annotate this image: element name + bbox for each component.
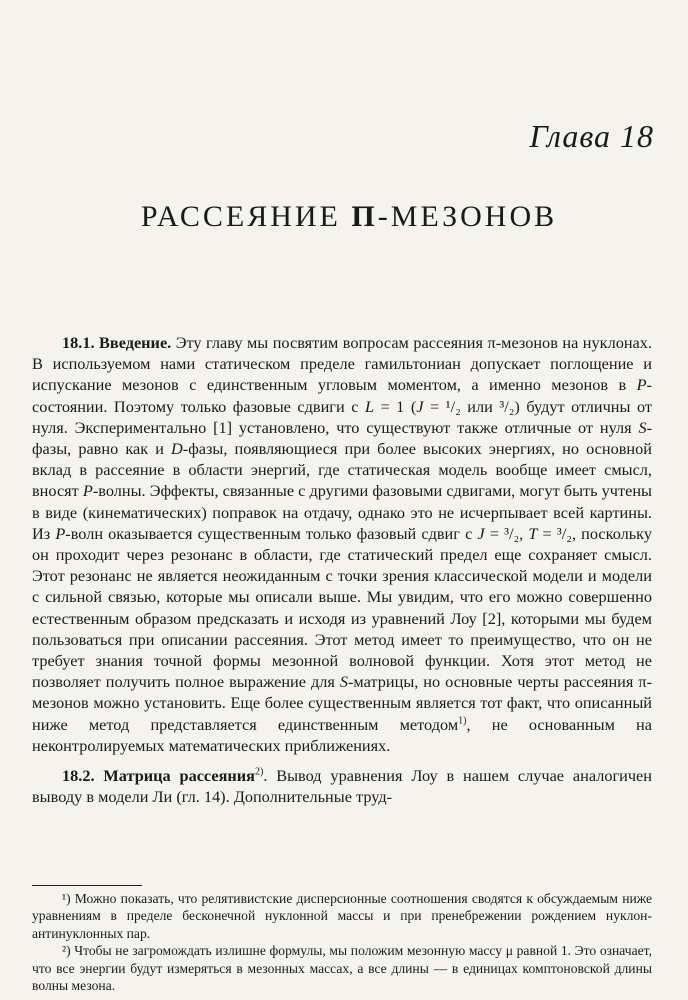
section-matrix-paragraph	[32, 765, 652, 807]
text-run: -волны. Эффекты, связанные с другими фазовыми сдвигами, могут быть учтены в виде (кинематических) поправок на отдачу, однако это не исчерпывает всей картины. Из	[32, 481, 652, 543]
section-2-heading: 18.2. Матрица рассеяния	[62, 766, 255, 786]
footnotes	[32, 890, 652, 994]
footnote-ref-2: 2)	[254, 766, 264, 778]
body-text	[32, 332, 652, 807]
section-1-heading: 18.1. Введение.	[62, 333, 172, 352]
math-symbol: P	[636, 375, 647, 395]
chapter-label: Глава 18	[529, 118, 654, 154]
text-run: = ¹/₂ или ³/₂) будут отличны от нуля. Экспериментально [1] установлено, что существуют также отличные от нуля	[32, 396, 653, 437]
text-run: -матрицы, но основные черты рассеяния π-мезонов можно установить. Еще более существенным является тот факт, что описанный ниже метод представляется единственным методом	[32, 672, 652, 734]
math-symbol: S	[339, 672, 349, 692]
text-run: . Вывод уравнения Лоу в нашем случае аналогичен выводу в модели Ли (гл. 14). Дополнительные труд-	[32, 766, 652, 807]
footnote-ref-1: 1)	[458, 715, 467, 727]
math-symbol: P	[82, 481, 93, 501]
math-symbol: J	[416, 396, 424, 416]
math-symbol: P	[55, 523, 66, 543]
text-run: = ³/₂,	[484, 523, 529, 543]
text-run: = ³/₂, поскольку он проходит через резонанс в области, где статический предел еще сохраняет смысл. Этот резонанс не является неожиданным с точки зрения классической модели и модели с сильной связью, которые мы описали выше. Мы увидим, что его можно совершенно естественным образом предсказать и исходя из уравнений Лоу [2], которыми мы будем пользоваться при описании рассеяния. Этот метод имеет то преимущество, что он не требует знания точной формы мезонной волновой функции. Хотя этот метод не позволяет получить полное выражение для	[32, 523, 653, 692]
math-symbol: S	[638, 417, 647, 437]
math-symbol: D	[171, 439, 183, 459]
footnote-1: ¹) Можно показать, что релятивистские дисперсионные соотношения сводятся к обсуждаемым ниже уравнениям в пределе бесконечной нуклонной массы и при пренебрежении рождением нуклон-антинуклонных пар.	[32, 891, 652, 941]
chapter-title	[0, 200, 688, 234]
math-symbol: J	[477, 523, 485, 543]
text-run: = 1 (	[374, 396, 417, 416]
math-symbol: T	[528, 523, 538, 543]
footnote-2: ²) Чтобы не загромождать излишне формулы, мы положим мезонную массу μ равной 1. Это означает, что все энергии будут измеряться в мезонных массах, а все длины — в единицах комптоновской длины волны мезона.	[32, 943, 652, 994]
text-run: -волн оказывается существенным только фазовый сдвиг с	[65, 523, 478, 543]
text-run: -состоянии. Поэтому только фазовые сдвиги с	[32, 375, 652, 416]
chapter-title-prefix: РАССЕЯНИЕ	[140, 200, 352, 233]
chapter-title-suffix: -МЕЗОНОВ	[377, 200, 558, 233]
math-symbol: L	[364, 396, 374, 416]
text-run: Эту главу мы посвятим вопросам рассеяния π-мезонов на нуклонах. В используемом нами статическом пределе гамильтониан допускает поглощение и испускание мезонов с единственным угловым моментом, а именно мезонов в	[32, 333, 652, 395]
text-run: , не основанным на неконтролируемых математических приближениях.	[32, 714, 653, 755]
footnote-divider	[32, 885, 142, 886]
text-run: -фазы, появляющиеся при более высоких энергиях, но основной вклад в рассеяние в области энергий, где статическая модель вообще имеет смысл, вносят	[32, 439, 652, 501]
section-intro-paragraph	[32, 332, 652, 756]
text-run: -фазы, равно как и	[32, 417, 652, 459]
chapter-title-bold-letter: П	[351, 200, 378, 233]
